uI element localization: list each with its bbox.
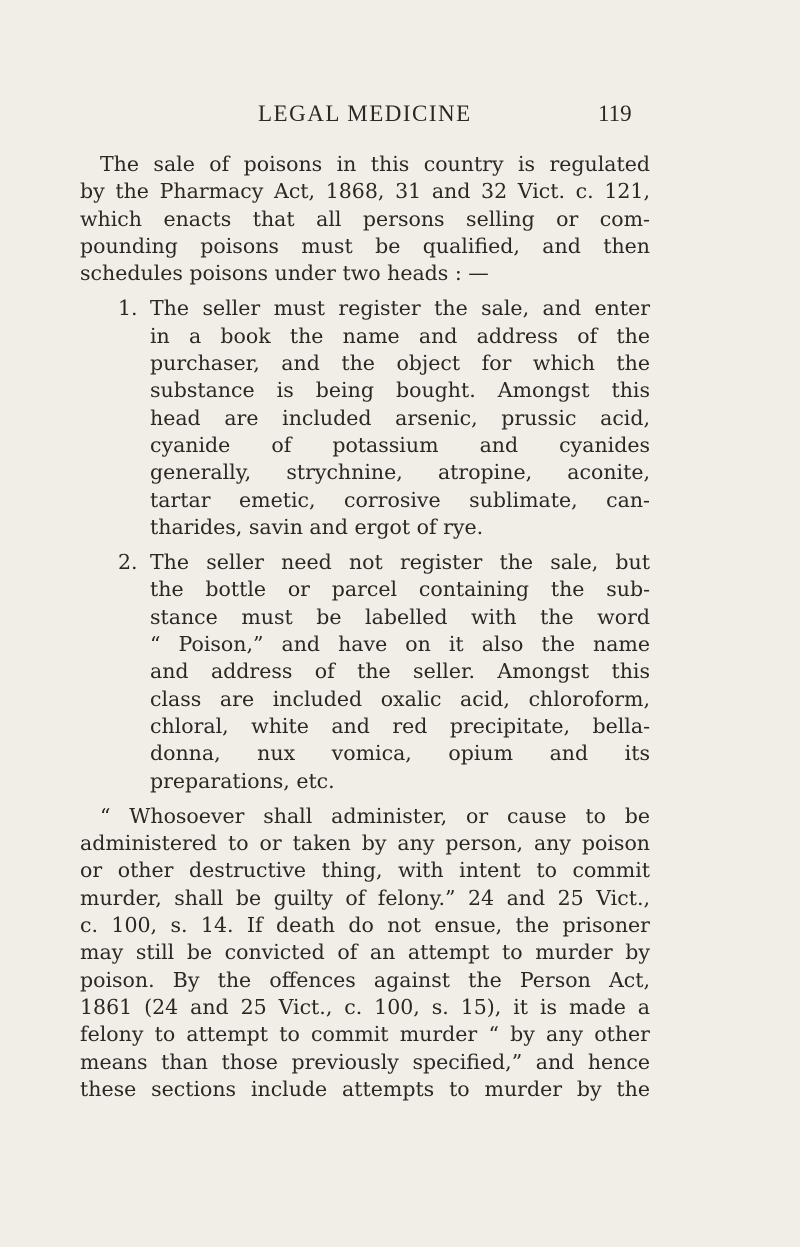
text-line: chloral, white and red precipitate, bella- [150,713,650,738]
text-line: stance must be labelled with the word [150,604,650,629]
page-number: 119 [598,101,632,126]
text-line: felony to attempt to commit murder “ by any other [80,1022,650,1047]
text-line: may still be convicted of an attempt to murder by [80,940,650,965]
text-line: tartar emetic, corrosive sublimate, can- [150,487,650,512]
text-line: means than those previously specified,” and hence [80,1049,650,1074]
list-number: 1. [118,296,138,321]
text-line: head are included arsenic, prussic acid, [150,405,650,430]
text-line: by the Pharmacy Act, 1868, 31 and 32 Vict. c. 121, [80,179,650,204]
text-line: The seller must register the sale, and enter [150,296,650,321]
body-text [80,151,650,1103]
text-line: The sale of poisons in this country is regulated [100,152,650,176]
text-line: generally, strychnine, atropine, aconite, [150,460,650,485]
paragraph-intro [80,151,650,287]
text-line: donna, nux vomica, opium and its [150,741,650,766]
text-line: c. 100, s. 14. If death do not ensue, the prisoner [80,913,650,938]
text-line: schedules poisons under two heads : — [80,261,489,286]
text-line: “ Poison,” and have on it also the name [150,632,650,657]
text-line: substance is being bought. Amongst this [150,378,650,403]
text-line: in a book the name and address of the [150,323,650,348]
text-line: tharides, savin and ergot of rye. [150,514,484,539]
text-line: administered to or taken by any person, any poison [80,831,650,856]
text-line: and address of the seller. Amongst this [150,659,650,684]
text-line: cyanide of potassium and cyanides [150,432,650,457]
list-item-2 [80,549,650,795]
paragraph-statute [80,803,650,1103]
running-head [0,101,800,133]
text-line: the bottle or parcel containing the sub- [150,577,650,602]
text-line: which enacts that all persons selling or com- [80,206,650,231]
text-line: preparations, etc. [150,768,335,793]
list-number: 2. [118,550,138,575]
text-line: The seller need not register the sale, but [150,550,650,575]
text-line: purchaser, and the object for which the [150,351,650,376]
running-title: LEGAL MEDICINE [258,101,472,126]
text-line: 1861 (24 and 25 Vict., c. 100, s. 15), it is made a [80,994,650,1019]
text-line: poison. By the offences against the Person Act, [80,967,650,992]
text-line: class are included oxalic acid, chloroform, [150,686,650,711]
text-line: or other destructive thing, with intent to commit [80,858,650,883]
list-item-1 [80,295,650,541]
text-line: these sections include attempts to murder by the [80,1076,650,1101]
text-line: murder, shall be guilty of felony.” 24 and 25 Vict., [80,885,650,910]
text-line: “ Whosoever shall administer, or cause to be [100,803,650,828]
text-line: pounding poisons must be qualified, and then [80,233,650,258]
